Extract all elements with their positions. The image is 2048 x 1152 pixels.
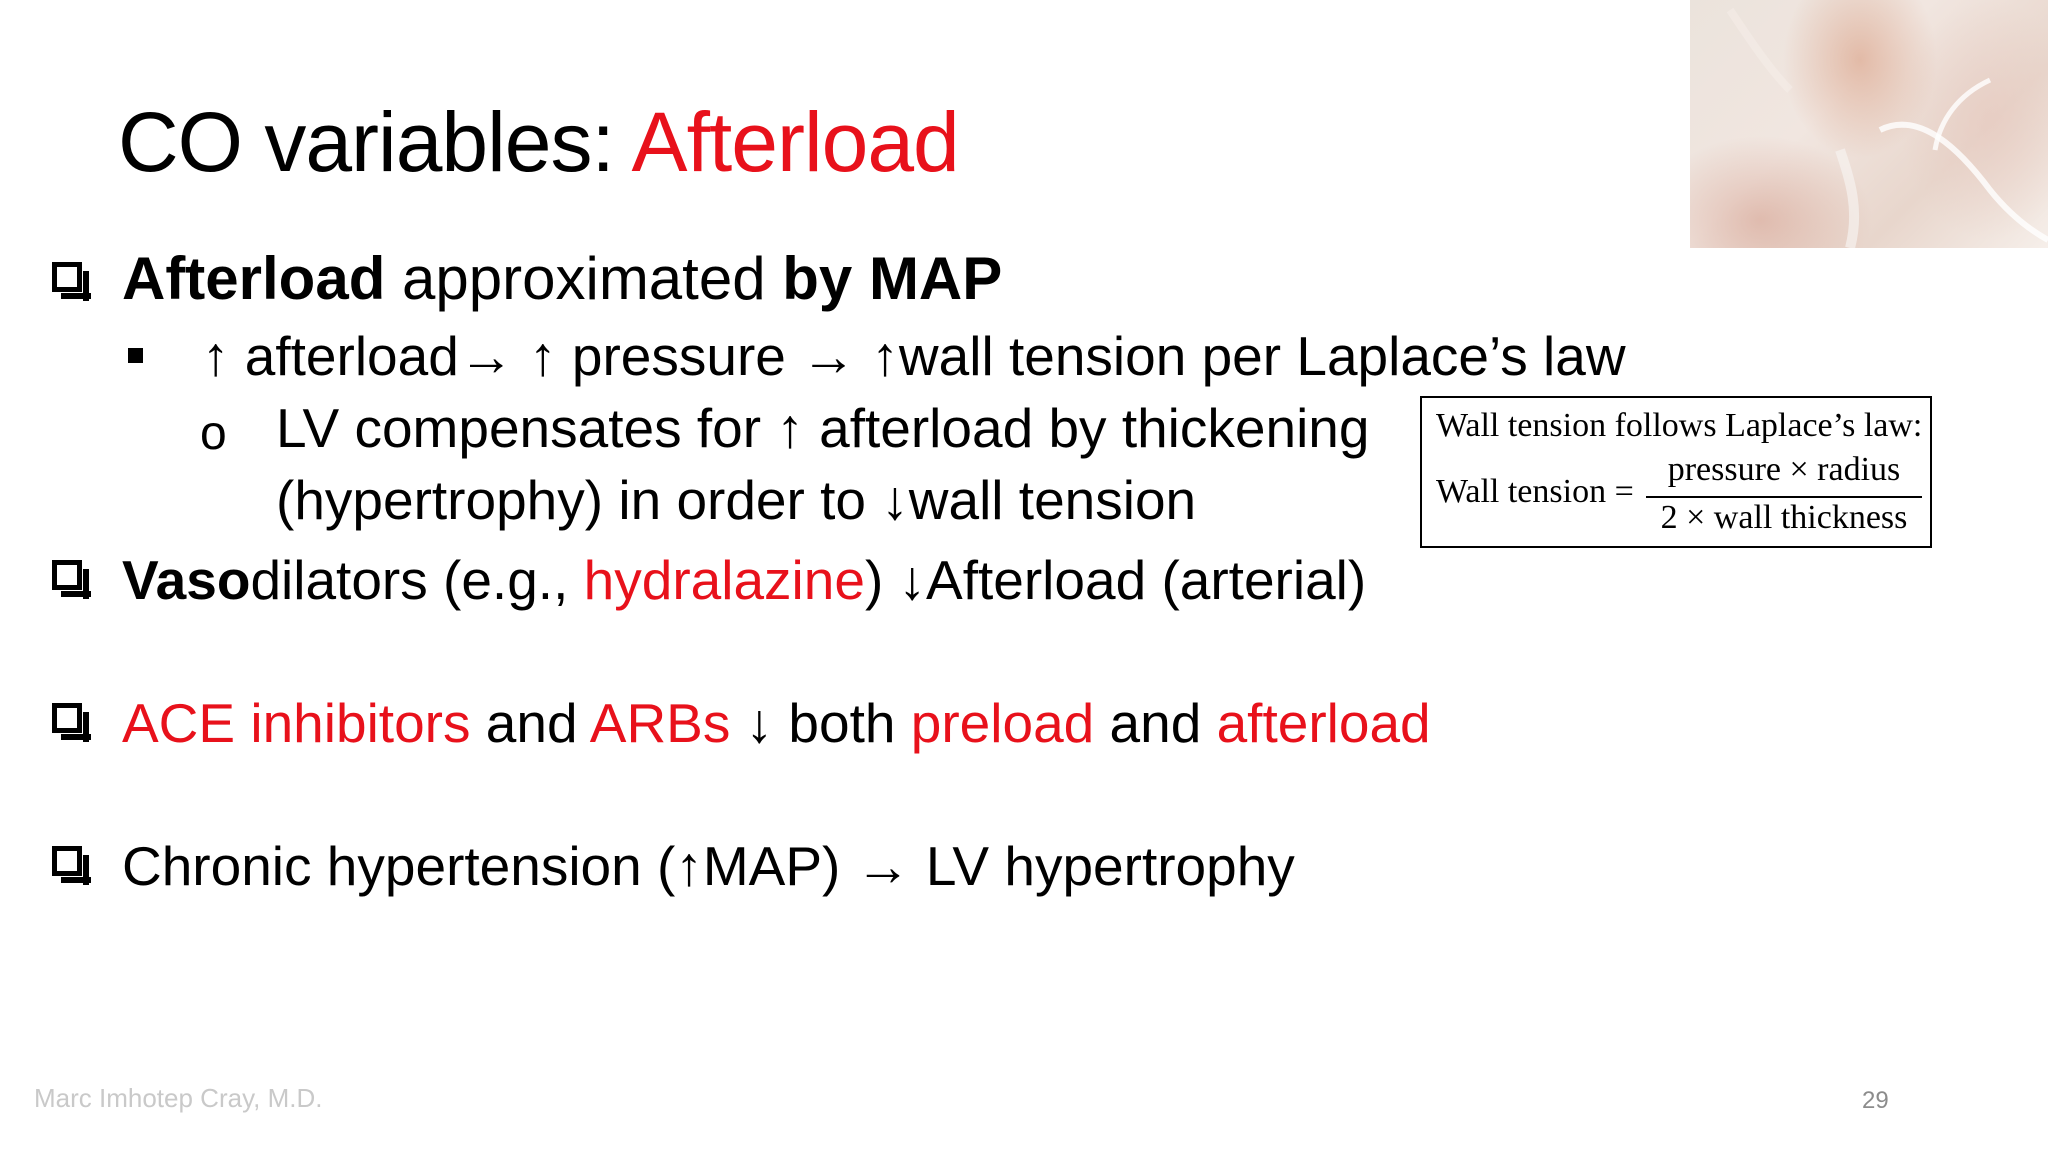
vasodilators-text: dilators (e.g.,: [250, 549, 584, 611]
bullet-afterload: [122, 244, 1002, 314]
and-text: and: [470, 692, 590, 754]
bullet-chronic-hypertension: Chronic hypertension (↑MAP) → LV hypertrophy: [122, 835, 1295, 897]
bullet-vasodilators: [122, 545, 1366, 615]
sub-bullet-hypertrophy-2: (hypertrophy) in order to ↓wall tension: [276, 469, 1197, 531]
formula-lhs: Wall tension =: [1436, 473, 1634, 510]
bullet-ace-arbs: [122, 688, 1431, 758]
arbs-text: ARBs: [589, 692, 731, 754]
sub-bullet-pressure: ↑ afterload→ ↑ pressure → ↑wall tension per Laplace’s law: [202, 325, 1626, 387]
afterload-arterial-text: ) ↓Afterload (arterial): [864, 549, 1367, 611]
checkbox-bullet-icon: [52, 560, 82, 590]
sub-bullet-hypertrophy-1: LV compensates for ↑ afterload by thickening: [276, 397, 1370, 459]
formula-numerator: pressure × radius: [1667, 451, 1901, 488]
page-number: 29: [1862, 1087, 1889, 1114]
circle-bullet-icon: o: [200, 407, 227, 460]
footer-author: Marc Imhotep Cray, M.D.: [34, 1083, 323, 1113]
ace-inhibitors-text: ACE inhibitors: [122, 692, 471, 754]
square-bullet-icon: [128, 348, 143, 363]
vaso-bold: Vaso: [122, 549, 251, 611]
title-highlight: Afterload: [631, 95, 959, 189]
slide-title: [118, 92, 959, 192]
bullet-afterload-text: approximated: [385, 245, 783, 312]
formula-denominator: 2 × wall thickness: [1660, 499, 1908, 536]
bullet-afterload-term: Afterload: [122, 245, 386, 312]
hydralazine-text: hydralazine: [583, 549, 865, 611]
checkbox-bullet-icon: [52, 703, 82, 733]
bullet-afterload-map: by MAP: [782, 245, 1003, 312]
title-prefix: CO variables:: [118, 95, 632, 189]
and-text: and: [1094, 692, 1217, 754]
heart-photo-graphic: [1690, 0, 2048, 248]
formula-heading: Wall tension follows Laplace’s law:: [1436, 407, 1923, 444]
both-text: ↓ both: [730, 692, 911, 754]
laplace-formula-box: [1420, 396, 1932, 548]
afterload-text: afterload: [1216, 692, 1431, 754]
preload-text: preload: [910, 692, 1095, 754]
checkbox-bullet-icon: [52, 846, 82, 876]
heart-photo: [1690, 0, 2048, 248]
checkbox-bullet-icon: [52, 262, 82, 292]
